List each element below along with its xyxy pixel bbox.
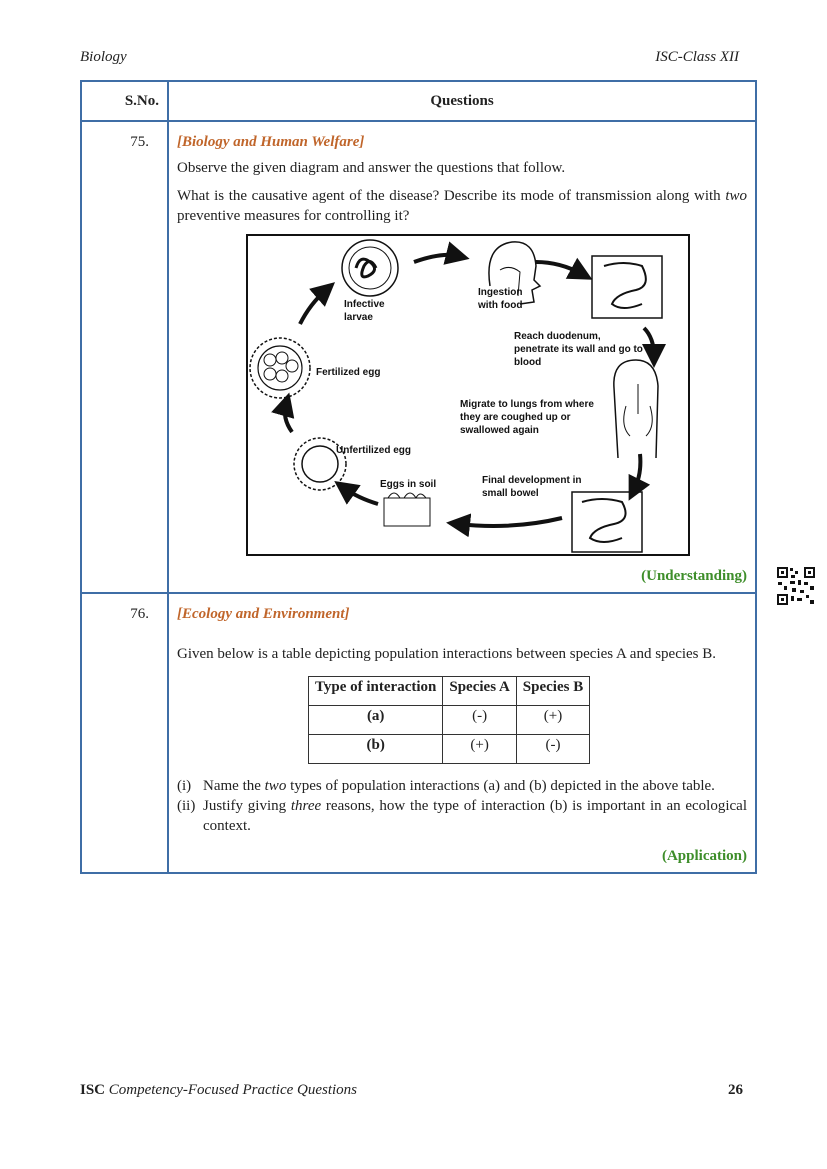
subquestion-emphasis: three [290, 798, 322, 814]
arrow-unfertilized-to-fertilized [285, 404, 292, 432]
q75-number: 75. [81, 121, 168, 593]
species-a-cell: (-) [443, 706, 516, 735]
q76-topic: [Ecology and Environment] [177, 606, 350, 622]
subquestion-text [203, 796, 747, 836]
q76-level: (Application) [661, 848, 747, 864]
interaction-header-type: Type of interaction [309, 677, 443, 706]
life-cycle-drawing [248, 236, 688, 554]
q76-number: 76. [81, 593, 168, 873]
label-infective-larvae: Infective larvae [344, 299, 385, 323]
subquestion-number: (ii) [177, 798, 196, 814]
q76-content [168, 593, 756, 873]
interaction-header-species-a: Species A [443, 677, 516, 706]
label-lungs: Migrate to lungs from where they are coughed up or swallowed again [460, 399, 594, 436]
arrow-ingestion-to-intestine [536, 262, 582, 274]
qr-code[interactable] [776, 566, 816, 606]
subquestion-text [203, 776, 715, 796]
infective-larvae-figure [342, 240, 398, 296]
table-row [81, 593, 756, 873]
interaction-header-species-b: Species B [516, 677, 589, 706]
questions-table [80, 80, 757, 874]
header-subject: Biology [80, 49, 127, 65]
table-row [81, 121, 756, 593]
table-row [309, 735, 590, 764]
arrow-soil-to-unfertilized [344, 488, 378, 504]
q75-question [177, 186, 747, 226]
q75-level: (Understanding) [641, 568, 747, 584]
header-class: ISC-Class XII [655, 49, 739, 65]
interaction-header-row [309, 677, 590, 706]
col-sno-header: S.No. [81, 81, 168, 121]
label-fertilized-egg: Fertilized egg [316, 367, 381, 378]
q75-question-part2: preventive measures for controlling it? [177, 208, 410, 224]
species-b-cell: (+) [516, 706, 589, 735]
arrow-intestine-to-lungs [644, 328, 654, 356]
subquestion-text-part: reasons, how the type of interaction (b) is important in an ecological context. [203, 798, 747, 834]
interaction-type-cell: (b) [309, 735, 443, 764]
footer-brand: ISC [80, 1082, 106, 1098]
label-eggs-in-soil: Eggs in soil [380, 479, 437, 490]
torso-lungs-figure [614, 360, 658, 458]
q76-intro: Given below is a table depicting population interactions between species A and species B. [177, 646, 717, 662]
arrow-lungs-to-bowel [634, 454, 640, 490]
label-ingestion: Ingestion with food [478, 287, 523, 311]
subquestion-text-part: Justify giving [203, 798, 291, 814]
interaction-table [308, 676, 590, 764]
q75-intro: Observe the given diagram and answer the questions that follow. [177, 160, 566, 176]
intestine-figure-top [592, 256, 662, 318]
page-number: 26 [728, 1082, 743, 1098]
intestine-figure-bottom [572, 492, 642, 552]
arrow-bowel-to-soil [458, 518, 562, 526]
subquestion-text-part: Name the [203, 778, 265, 794]
q75-topic: [Biology and Human Welfare] [177, 134, 365, 150]
subquestion-number: (i) [177, 778, 192, 794]
arrow-larvae-to-ingestion [414, 255, 458, 262]
col-questions-header: Questions [168, 81, 756, 121]
table-row [309, 706, 590, 735]
interaction-type-cell: (a) [309, 706, 443, 735]
arrow-fertilized-to-larvae [300, 290, 326, 324]
species-a-cell: (+) [443, 735, 516, 764]
footer-title [80, 1082, 357, 1099]
subquestion-text-part: types of population interactions (a) and (b) depicted in the above table. [286, 778, 715, 794]
species-b-cell: (-) [516, 735, 589, 764]
subquestion-emphasis: two [264, 778, 287, 794]
label-unfertilized-egg: Unfertilized egg [336, 445, 412, 456]
q76-subquestion-i [177, 776, 747, 796]
q75-question-part1: What is the causative agent of the disease? Describe its mode of transmission along with [177, 188, 721, 204]
q76-subquestions [177, 776, 747, 836]
footer-title-text: Competency-Focused Practice Questions [108, 1082, 358, 1098]
eggs-in-soil-figure [384, 493, 430, 526]
life-cycle-diagram [246, 234, 690, 556]
label-final-development: Final development in small bowel [482, 475, 582, 499]
q75-content [168, 121, 756, 593]
q76-subquestion-ii [177, 796, 747, 836]
table-header-row [81, 81, 756, 121]
q75-question-emphasis: two [725, 188, 747, 204]
cycle-arrows [285, 255, 654, 526]
fertilized-egg-figure [250, 338, 310, 398]
label-duodenum: Reach duodenum, penetrate its wall and go to blood [514, 331, 643, 368]
